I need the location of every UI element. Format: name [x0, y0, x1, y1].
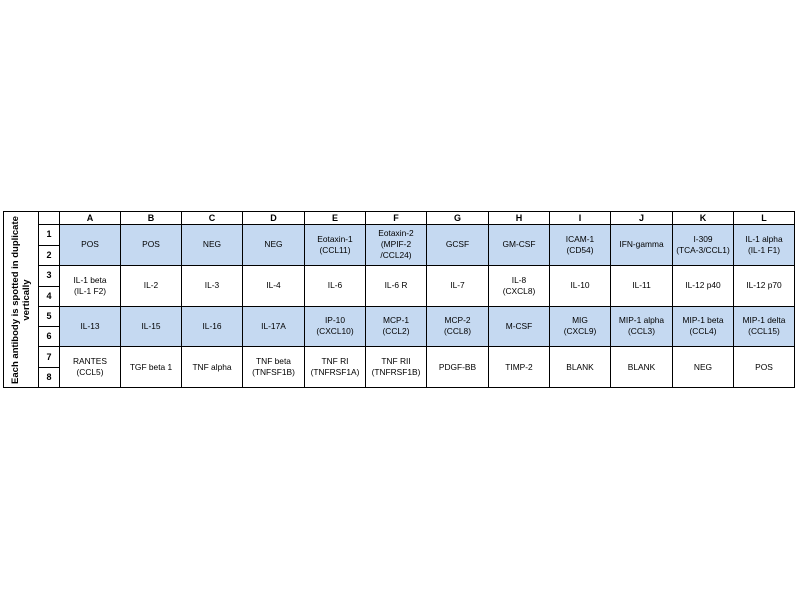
antibody-label: POS — [755, 361, 773, 372]
antibody-cell — [121, 306, 182, 347]
antibody-cell — [121, 347, 182, 388]
array-row — [4, 306, 795, 327]
column-header: K — [673, 212, 734, 225]
antibody-label: NEG — [693, 361, 713, 372]
antibody-label: IL-11 — [632, 280, 651, 291]
column-header: L — [734, 212, 795, 225]
antibody-cell — [305, 306, 366, 347]
antibody-label: IL-12 p70 — [746, 280, 782, 291]
antibody-label: IL-1 alpha (IL-1 F1) — [745, 233, 783, 255]
antibody-cell — [611, 225, 673, 266]
antibody-label: IL-13 — [80, 320, 100, 331]
antibody-array-map-table — [3, 211, 795, 388]
antibody-label: IP-10 (CXCL10) — [316, 315, 354, 337]
antibody-label: TNF RI (TNFRSF1A) — [310, 356, 360, 378]
antibody-label: IL-16 — [202, 320, 222, 331]
antibody-label: IL-1 beta (IL-1 F2) — [73, 274, 107, 296]
row-number: 8 — [39, 368, 60, 388]
antibody-cell — [427, 347, 489, 388]
antibody-label: NEG — [202, 239, 222, 250]
antibody-cell — [673, 347, 734, 388]
antibody-cell — [550, 347, 611, 388]
antibody-cell — [550, 306, 611, 347]
column-header: F — [366, 212, 427, 225]
row-number: 7 — [39, 347, 60, 368]
array-row — [4, 265, 795, 286]
antibody-cell — [427, 306, 489, 347]
antibody-cell — [243, 265, 305, 306]
antibody-label: IL-10 — [570, 280, 590, 291]
column-header: J — [611, 212, 673, 225]
antibody-cell — [489, 306, 550, 347]
antibody-cell — [305, 347, 366, 388]
antibody-label: BLANK — [627, 361, 656, 372]
column-header: D — [243, 212, 305, 225]
antibody-label: IL-7 — [450, 280, 465, 291]
antibody-label: MIG (CXCL9) — [563, 315, 597, 337]
antibody-label: GM-CSF — [502, 239, 536, 250]
antibody-cell — [182, 225, 243, 266]
antibody-cell — [243, 225, 305, 266]
array-row — [4, 225, 795, 246]
column-header: I — [550, 212, 611, 225]
antibody-cell — [611, 306, 673, 347]
antibody-label: IFN-gamma — [619, 239, 664, 250]
antibody-cell — [60, 225, 121, 266]
antibody-cell — [60, 347, 121, 388]
antibody-cell — [305, 225, 366, 266]
antibody-cell — [734, 306, 795, 347]
antibody-label: IL-8 (CXCL8) — [502, 274, 536, 296]
antibody-label: IL-3 — [204, 280, 220, 291]
column-header: E — [305, 212, 366, 225]
antibody-cell — [427, 265, 489, 306]
antibody-label: TGF beta 1 — [129, 361, 173, 372]
antibody-label: TNF beta (TNFSF1B) — [252, 356, 295, 378]
table-body — [4, 212, 795, 388]
side-label-cell — [4, 212, 39, 388]
antibody-label: IL-2 — [143, 280, 159, 291]
antibody-cell — [489, 225, 550, 266]
antibody-cell — [734, 265, 795, 306]
antibody-label: Eotaxin-2 (MPIF-2 /CCL24) — [378, 228, 414, 261]
antibody-label: PDGF-BB — [438, 361, 477, 372]
antibody-cell — [673, 225, 734, 266]
antibody-label: MIP-1 alpha (CCL3) — [618, 315, 665, 337]
antibody-label: IL-12 p40 — [685, 280, 721, 291]
antibody-label: Eotaxin-1 (CCL11) — [317, 233, 353, 255]
antibody-cell — [243, 306, 305, 347]
column-header: A — [60, 212, 121, 225]
antibody-cell — [734, 225, 795, 266]
antibody-label: MIP-1 delta (CCL15) — [742, 315, 786, 337]
antibody-label: TNF RII (TNFRSF1B) — [371, 356, 421, 378]
row-number: 3 — [39, 265, 60, 286]
antibody-label: I-309 (TCA-3/CCL1) — [676, 233, 730, 255]
antibody-cell — [427, 225, 489, 266]
antibody-label: MIP-1 beta (CCL4) — [682, 315, 724, 337]
antibody-cell — [550, 225, 611, 266]
antibody-cell — [611, 347, 673, 388]
array-row — [4, 347, 795, 368]
antibody-label: IL-6 R — [384, 280, 408, 291]
antibody-cell — [366, 306, 427, 347]
side-label: Each antibody is spotted in duplicate vertically — [10, 215, 32, 384]
antibody-label: IL-4 — [266, 280, 281, 291]
antibody-label: IL-17A — [261, 320, 286, 331]
antibody-label: ICAM-1 (CD54) — [565, 233, 595, 255]
antibody-cell — [243, 347, 305, 388]
column-header: B — [121, 212, 182, 225]
antibody-label: POS — [142, 239, 160, 250]
antibody-cell — [550, 265, 611, 306]
corner-cell — [39, 212, 60, 225]
antibody-cell — [611, 265, 673, 306]
antibody-cell — [673, 265, 734, 306]
antibody-cell — [121, 225, 182, 266]
antibody-cell — [305, 265, 366, 306]
antibody-cell — [489, 347, 550, 388]
row-number: 6 — [39, 327, 60, 347]
antibody-label: MCP-2 (CCL8) — [444, 315, 471, 337]
antibody-cell — [60, 265, 121, 306]
antibody-label: TIMP-2 — [505, 361, 533, 372]
antibody-label: IL-15 — [141, 320, 161, 331]
antibody-cell — [673, 306, 734, 347]
antibody-label: TNF alpha — [192, 361, 232, 372]
column-header-row — [4, 212, 795, 225]
antibody-cell — [121, 265, 182, 306]
antibody-cell — [489, 265, 550, 306]
antibody-cell — [182, 347, 243, 388]
antibody-cell — [366, 265, 427, 306]
antibody-label: IL-6 — [327, 280, 343, 291]
antibody-cell — [182, 265, 243, 306]
antibody-cell — [366, 225, 427, 266]
antibody-label: BLANK — [566, 361, 594, 372]
antibody-cell — [60, 306, 121, 347]
antibody-label: POS — [81, 239, 99, 250]
row-number: 1 — [39, 225, 60, 246]
antibody-label: M-CSF — [505, 320, 533, 331]
antibody-cell — [734, 347, 795, 388]
row-number: 5 — [39, 306, 60, 327]
antibody-label: RANTES (CCL5) — [73, 356, 107, 378]
column-header: G — [427, 212, 489, 225]
row-number: 4 — [39, 286, 60, 306]
antibody-cell — [366, 347, 427, 388]
column-header: C — [182, 212, 243, 225]
row-number: 2 — [39, 245, 60, 265]
antibody-label: NEG — [264, 239, 283, 250]
antibody-label: MCP-1 (CCL2) — [382, 315, 410, 337]
antibody-cell — [182, 306, 243, 347]
column-header: H — [489, 212, 550, 225]
antibody-label: GCSF — [445, 239, 470, 250]
